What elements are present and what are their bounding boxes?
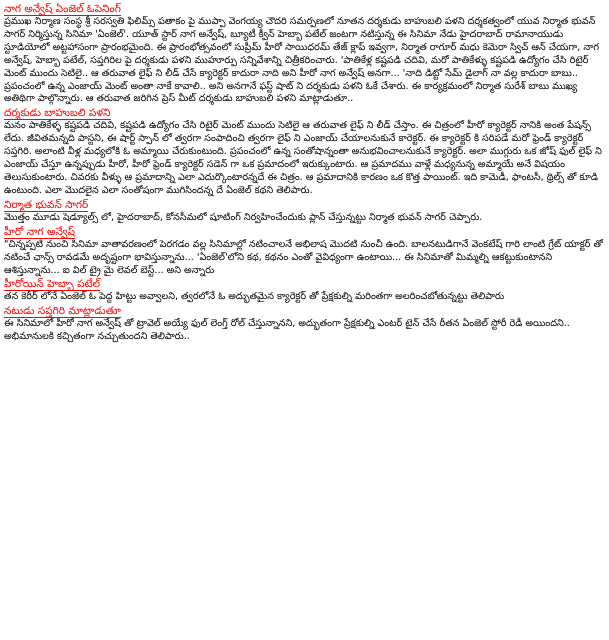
section-body: ప్రముఖ నిర్మాణ సంస్థ శ్రీ సరస్వతి ఫిలిమ్స్ పతాకం పై ముప్పా వెంగయ్య చౌదరి సమర్పణలో నూతన దర్శకుడు బాహుబలి పళని దర్శకత్వంలో యువ నిర్మాత భువన్ సాగర్ నిర్మిస్తున్న సినిమా 'ఏంజెల్'. యూత్ స్టార్ నాగ అన్వేష్, బ్యూటీ క్వీన్ హెబ్బా పటేల్ జంటగా నటిస్తున్న ఈ సినిమా నేడు హైదరాబాద్ రామానాయుడు స్టూడియోలో అట్టహాసంగా ప్రారంభమైంది. ఈ ప్రారంభోత్సవంలో సుప్రీమ్ హీరో సాయిధరమ్ తేజ్ క్లాప్ ఇవ్వగా, నిర్మాత రాగూర్ మధు కెమెరా స్విచ్ ఆన్ చేయగా, నాగ అన్వేష్, హెబ్బా పటేల్, సప్తగిరిల పై దర్శకుడు పళని ముహూర్పు సన్నివేశాన్ని చిత్రీకరించారు. 'పాతికేళ్ల కష్టపడి చదివి, మరో పాతికేళ్ళు కష్టపడి ఉద్యోగం చేసి రిటైర్ మెంట్ ముందు సెటిలై.. ఆ తరువాత లైఫ్ ని లీడ్ చేసే క్యారెక్టర్ కాదురా నాది అని హీరో నాగ అన్వేష్ అనగా... 'నాది డిట్టో సేమ్ డైలాగ్ నా వల్ల కాదురా బాబు.. ప్రపంచంలో ఉన్న ఎంజాయ్ మెంట్ అంతా నాకే కావాలి.. అని అనగానే ఫస్ట్ షాట్ ని దర్శకుడు పళని ఓకే చేశారు. ఈ కార్యక్రమంలో నిర్మాత సురేశ్ బాబు ముఖ్య అతిథిగా పాల్గొన్నారు. ఆ తరువాత జరిగిన ప్రెస్ మీట్ దర్శకుడు బాహుబలి పళని మాట్లాడుతూ.. [4, 16, 599, 105]
section-hero [4, 226, 605, 278]
section-actor [4, 305, 605, 344]
section-producer [4, 199, 605, 225]
section-body: ఈ సినిమాలో హీరో నాగ అన్వేష్ తో ట్రావెల్ అయ్యే ఫుల్ లెంగ్త్ రోల్ చేస్తున్నానని, అద్భుతంగా ప్రేక్షకుల్ని ఎంటర్ టైన్ చేసే రీతన ఏంజెల్ స్టోరీ రెడీ అయిందని.. అభిమానులకి కచ్చితంగా నచ్చుతుందని తెలిపారు.. [4, 318, 570, 343]
section-body: "చిన్నప్పటి నుంచి సినిమా వాతావరణంలో పెరగడం వల్ల సినిమాల్లో నటించాలనే అభిలాష మొదటి నుంచీ ఉంది. బాలనటుడిగానే వెంకటేష్ గారి లాంటి గ్రేట్ యాక్టర్ తో నటించే ఛాన్స్ రావడమే అదృష్టంగా భావిస్తున్నాను... 'ఏంజెల్'లోని కథ, కథనం ఎంతో వైవిధ్యంగా ఉంటాయి... ఈ సినిమాతో మిమ్మల్ని ఆకట్టుకుంటానని ఆశిస్తున్నాను... ఐ విల్ ట్రై మై లెవల్ బెస్ట్... అని అన్నారు [4, 238, 603, 276]
section-body: మొత్తం మూడు షెడ్యూల్స్ లో, హైదరాబాద్, కోనసీమలో షూటింగ్ నిర్వహించేందుకు ప్లాన్ చేస్తున్నట్టు నిర్మాత భువన్ సాగర్ చెప్పారు. [4, 211, 483, 223]
section-director [4, 107, 605, 197]
section-heroine [4, 278, 605, 304]
section-heading: హీరో నాగ అన్వేష్ [4, 225, 75, 238]
section-heading: నాగ అన్వేష్ ఏంజెల్ ఓపెనింగ్ [4, 3, 121, 15]
section-heading: హీరోయిన్ హెబ్బా పటేల్ [4, 278, 101, 291]
section-heading: నటుడు సప్తగిరి మాట్లాడుతూ [4, 305, 121, 318]
section-body: తన కెరీర్ లోనే ఏంజెల్ ఓ పెద్ద హిట్టు అవ్వాలని, త్వరలోనే ఓ అద్భుతమైన క్యారెక్టర్ తో ప్రేక్షకుల్ని మరింతగా అలరించబోతున్నట్టు తెలిపారు [4, 291, 505, 303]
section-opening [4, 3, 605, 106]
section-heading: దర్శకుడు బాహుబలి పళని [4, 107, 111, 120]
section-body: మనం పాతికేళ్ళ కష్టపడి చదివి, కష్టపడి ఉద్యోగం చేసి రిటైర్ మెంట్ ముందు సెటిలై ఆ తరువాత లైఫ్ ని లీడ్ చేస్తాం. ఈ చిత్రంలో హీరో క్యారెక్టర్ నానికి అంత పేషన్స్ లేదు. జీవితమన్నది పాస్టని, ఈ షార్ట్ స్పాన్ లో త్వరగా సంపాదించి త్వరగా లైఫ్ ని ఎంజాయ్ చేయాలనుకునే కారెక్టర్. ఈ క్యారెక్టర్ కి సరిపడే మరో ఫ్రెండ్ క్యారెక్టర్ సప్తగిరి. అలాంటి వీళ్ల మధ్యలోకి ఓ అమ్మాయి చేరుకుంటుంది. ప్రపంచంలో ఉన్న సంతోషాన్నంతా అనుభవించాలనుకునే క్యారెక్టర్. అలా ముగ్గురు ఒక జోష్ ఫుల్ లైఫ్ ని ఎంజాయ్ చేస్తూ ఉన్నప్పుడు హీరో, హీరో ఫ్రెండ్ క్యారెక్టర్ సడెన్ గా ఒక ప్రమాదంలో ఇరుక్కుంటారు. ఆ ప్రమాదము వాళ్లే మధ్యనున్న అమ్మాయే అనే విషయం తెలుసుకుంటారు. చివరకు వీళ్ళు ఆ ప్రమాదాన్ని ఎలా ఎదుర్కొంటారన్నదే ఈ చిత్రం. ఆ ప్రమాదానికి కారణం ఒక కొత్త పాయింట్. ఇది కామెడీ, ఫాంటసీ, థ్రిల్స్ తో కూడి ఉంటుంది. ఎలా మొదలైన ఎలా సంతోషంగా ముగిసిందన్న దే ఏంజెల్ కథని తెలిపారు. [4, 120, 602, 196]
section-heading: నిర్మాత భువన్ సాగర్ [4, 198, 89, 211]
